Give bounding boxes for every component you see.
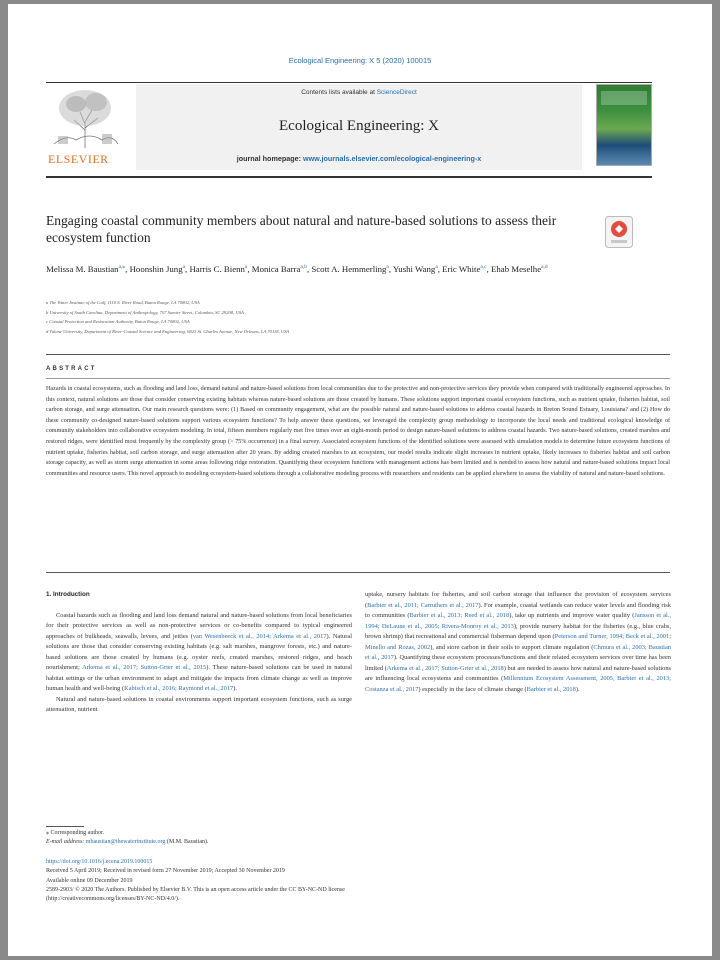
- corresponding-author-note: ⁎ Corresponding author.: [46, 830, 105, 836]
- citation-link[interactable]: Peterson and Turner, 1994; Beck et al., 2001; Minello and Rozas, 2002: [365, 633, 671, 651]
- paragraph-text: ), provide nursery habitat for the fisheries (e.g., blue crabs, brown shrimp) that recreational and commercial fisherman depend upon (: [365, 622, 671, 641]
- paragraph-text: Coastal hazards such as flooding and land loss demand natural and nature-based solutions from local beneficiaries for their protective services as well as non-protective services or co-benefits compared to typical engineered approaches of bulkheads, seawalls, levees, and jetties (: [46, 611, 352, 640]
- body-paragraph: [46, 611, 352, 695]
- contents-available-line: [136, 89, 582, 96]
- masthead-bottom-rule: [46, 176, 652, 178]
- citation-link[interactable]: Barbier et al., 2018: [526, 685, 576, 693]
- license-statement: 2589-2903/ © 2020 The Authors. Published by Elsevier B.V. This is an open access article under the CC BY-NC-ND license: [46, 887, 345, 894]
- elsevier-tree-icon: [46, 84, 124, 150]
- author-5: Scott A. Hemmerling$^a$,: [311, 263, 393, 274]
- sciencedirect-link[interactable]: ScienceDirect: [376, 89, 417, 96]
- author-7: Eric White$^{a,c}$,: [442, 263, 492, 274]
- body-right-column: [365, 590, 671, 695]
- abstract-heading-rule: [46, 378, 670, 379]
- footnotes: [46, 826, 546, 905]
- paragraph-text: ). For example, coastal wetlands can reduce water levels and flooding risk to communities (: [365, 601, 671, 620]
- article-page: [8, 4, 712, 956]
- paragraph-text: ) but are needed to assess how natural and nature-based solutions are influencing local ecosystems and communities (: [365, 664, 671, 683]
- paragraph-text: ).: [575, 685, 580, 693]
- contents-prefix: Contents lists available at: [301, 89, 377, 96]
- left-column-paragraphs: [46, 611, 352, 716]
- author-4: Monica Barra$^{a,b}$,: [251, 263, 312, 274]
- abstract-top-rule: [46, 354, 670, 355]
- journal-homepage-line: [136, 154, 582, 163]
- affiliation-c: c Coastal Protection and Restoration Authority, Baton Rouge, LA 70802, USA: [46, 319, 190, 325]
- section-heading-introduction: 1. Introduction: [46, 591, 90, 598]
- citation-link[interactable]: Kabisch et al., 2016; Raymond et al., 2017: [124, 685, 234, 693]
- article-title: Engaging coastal community members about natural and nature-based solutions to assess their ecosystem function: [46, 213, 557, 245]
- journal-cover-thumbnail[interactable]: [596, 84, 652, 166]
- paragraph-text: ) especially in the face of climate change (: [418, 685, 527, 693]
- citation-link[interactable]: Millennium Ecosystem Assessment, 2005, Barbier et al., 2013; Costanza et al., 2017: [365, 675, 671, 693]
- elsevier-logo[interactable]: [46, 84, 124, 170]
- author-2: Hoonshin Jung$^a$,: [129, 263, 190, 274]
- received-dates: Received 5 April 2019; Received in revised form 27 November 2019; Accepted 30 November 2019: [46, 868, 285, 875]
- affiliation-d: d Tulane University, Department of River-Coastal Science and Engineering, 6823 St. Charles Avenue, New Orleans, LA 70118, USA: [46, 328, 290, 334]
- author-6: Yushi Wang$^a$,: [392, 263, 443, 274]
- cover-title-band: [601, 91, 647, 105]
- abstract-heading: ABSTRACT: [46, 366, 97, 372]
- paragraph-text: ). Quantifying these ecosystem processes/functions and their related ecosystem services over time has been limited (: [365, 654, 672, 672]
- body-paragraph: [46, 695, 352, 716]
- author-3: Harris C. Bienn$^a$,: [189, 263, 252, 274]
- citation-link[interactable]: Arkema et al., 2017; Sutton-Grier et al., 2018: [386, 664, 504, 672]
- author-1: Melissa M. Baustian$^{a,⁎}$,: [46, 263, 130, 274]
- elsevier-wordmark: ELSEVIER: [48, 152, 109, 166]
- body-paragraph: [365, 590, 671, 695]
- journal-homepage-link[interactable]: www.journals.elsevier.com/ecological-engineering-x: [303, 154, 482, 163]
- masthead-center-panel: [136, 84, 582, 170]
- body-left-column: [46, 590, 352, 716]
- email-note: E-mail address: mbaustian@thewaterinstitute.org (M.M. Baustian).: [46, 839, 209, 846]
- doi-link[interactable]: https://doi.org/10.1016/j.ecena.2019.100015: [46, 858, 153, 865]
- paragraph-text: ). Natural solutions are those that consider conserving existing habitats (e.g. salt marshes, mangrove forests, etc.) and nature-based solutions are those created by humans (e.g. oyster reefs, created marshes, restored ridges, and beach nourishment;: [46, 632, 352, 672]
- citation-link[interactable]: Chmura et al., 2003; Baustian et al., 2017: [365, 643, 671, 662]
- available-online: Available online 09 December 2019: [46, 877, 133, 884]
- journal-masthead: [46, 84, 652, 176]
- masthead-top-rule: [46, 82, 652, 83]
- affiliation-b: b University of South Carolina, Department of Anthropology, 707 Sumter Street, Columbia, SC 29208, USA: [46, 309, 244, 315]
- citation-link[interactable]: Barbier et al., 2013; Reed et al., 2018: [409, 612, 510, 620]
- footnote-rule: [46, 826, 84, 827]
- paragraph-text: ), take up nutrients and improve water quality (: [509, 612, 635, 620]
- crossmark-icon[interactable]: [605, 216, 633, 248]
- citation-link[interactable]: van Wesenbeeck et al., 2014; Arkema et al., 2017: [192, 632, 327, 640]
- journal-citation-header[interactable]: Ecological Engineering: X 5 (2020) 100015: [288, 56, 432, 65]
- paragraph-text: ).: [233, 685, 237, 693]
- paragraph-text: Natural and nature-based solutions in coastal environments support important ecosystem functions, such as surge attenuation, nutrient: [46, 695, 352, 714]
- citation-link[interactable]: Barbier et al., 2011; Carruthers et al., 2017: [367, 601, 479, 609]
- paragraph-text: ). These nature-based solutions can be used in natural habitat settings or the urban environment to adapt and mitigate the impacts from climate change as well as improve human health and well-being (: [46, 664, 352, 693]
- abstract-text: Hazards in coastal ecosystems, such as flooding and land loss, demand natural and nature-based solutions from local communities due to the protective and non-protective services they provide when compared with traditionally engineered approaches. In this context, natural solutions are those that consider conserving existing habitats whereas nature-based solutions are those created by humans. These solutions support important coastal ecosystem functions, such as nutrient uptake, fisheries habitat, soil carbon storage, and surge attenuation. Our main research questions were: (1) Based on community engagement, what are the possible natural and nature-based solutions to address coastal hazards in Breton Sound Estuary, Louisiana? and (2) How do these community co-designed nature-based solutions support various ecosystem functions? To help answer these questions, we leveraged the complexity group methodology to incorporate the local needs and traditional ecological knowledge of community stakeholders into collaborative ecosystem modeling. In total, fifteen members regularly met five times over an eight-month period to design nature-based solutions to address coastal hazards. Two nature-based solutions, created marshes and restored ridges, were identified most frequently by the complexity group (> 75% occurrence) in a final survey. Associated ecosystem functions of the identified solutions were assessed with simulation models to determine future ecosystem functions of nutrient uptake, fisheries habitat, soil carbon storage, and surge attenuation after 20 years. By adding created marshes to an ecosystem, our model results indicate slight increases in nutrient uptake, likely increases to fisheries habitat and soil carbon storage capacity, as well as storm surge attenuation in some areas following ridge restoration. Quantifying these ecosystem functions with management actions has been limited and is needed to assess how natural and nature-based solutions impact local communities and resource users. This novel approach to modeling ecosystem-based solutions through a collaborative modeling process with researchers and residents can be applied elsewhere to assess the viability of natural and nature-based solutions.: [46, 386, 670, 477]
- citation-link[interactable]: Jansson et al., 1994; DeLaune et al., 2005; Rivera-Monroy et al., 2013: [365, 612, 672, 630]
- journal-title: Ecological Engineering: X: [279, 118, 439, 134]
- paragraph-text: ), and store carbon in their soils to support climate regulation (: [430, 643, 594, 651]
- affiliations: [46, 298, 666, 336]
- homepage-prefix: journal homepage:: [236, 154, 303, 163]
- author-8: Ehab Meselhe$^{a,d}$: [491, 263, 548, 274]
- right-column-paragraphs: [365, 590, 671, 695]
- license-url[interactable]: (http://creativecommons.org/licenses/BY-NC-ND/4.0/).: [46, 896, 180, 903]
- paragraph-text: uptake, nursery habitats for fisheries, and soil carbon storage that influence the provision of ecosystem services (: [365, 591, 671, 609]
- author-email-link[interactable]: mbaustian@thewaterinstitute.org: [85, 839, 166, 846]
- citation-link[interactable]: Arkema et al., 2017; Sutton-Grier et al., 2015: [82, 664, 207, 672]
- author-list: [46, 260, 626, 277]
- abstract-bottom-rule: [46, 572, 670, 573]
- affiliation-a: a The Water Institute of the Gulf, 1110 S. River Road, Baton Rouge, LA 70802, USA: [46, 300, 200, 305]
